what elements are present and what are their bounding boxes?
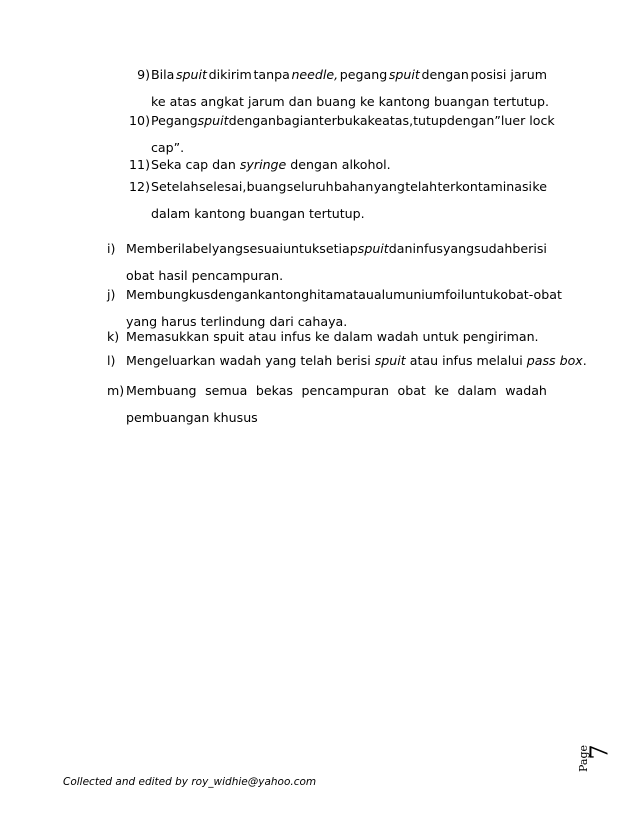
list-item-line: [126, 281, 562, 308]
word: dikirim: [208, 67, 252, 82]
word: bagian: [276, 113, 319, 128]
word: ke: [532, 179, 547, 194]
word: infus: [412, 241, 443, 256]
list-marker: l): [107, 353, 116, 368]
word: tanpa: [253, 67, 290, 82]
word: yang: [442, 241, 475, 256]
word: spuit: [357, 241, 389, 256]
word: telah: [405, 179, 438, 194]
word: semua: [205, 383, 248, 398]
text-run: pass box: [526, 353, 583, 368]
word: dengan: [446, 113, 495, 128]
word: obat-obat: [500, 287, 562, 302]
word: dengan: [228, 113, 276, 128]
list-item-line: cap”.: [151, 140, 185, 155]
word: spuit: [197, 113, 229, 128]
word: selesai,: [198, 179, 247, 194]
text-run: Mengeluarkan wadah yang telah berisi: [126, 353, 375, 368]
list-item-line: [151, 173, 547, 200]
word: pencampuran: [301, 383, 389, 398]
list-marker: m): [107, 383, 125, 398]
word: dengan: [210, 287, 258, 302]
word: untuk: [283, 241, 320, 256]
word: foil: [445, 287, 465, 302]
list-marker: k): [107, 329, 120, 344]
word: bahan: [333, 179, 374, 194]
word: tutup: [413, 113, 447, 128]
text-run: dengan alkohol.: [286, 157, 391, 172]
word: atas,: [382, 113, 414, 128]
word: wadah: [505, 383, 547, 398]
word: yang: [373, 179, 405, 194]
list-item-line: dalam kantong buangan tertutup.: [151, 206, 365, 221]
word: Memberi: [126, 241, 182, 256]
word: atau: [345, 287, 374, 302]
word: dan: [388, 241, 413, 256]
list-marker: 12): [129, 179, 150, 194]
word: kantong: [257, 287, 310, 302]
page-number-value: 7: [585, 744, 614, 760]
list-item-line: yang harus terlindung dari cahaya.: [126, 314, 348, 329]
word: Membuang: [126, 383, 197, 398]
list-marker: i): [107, 241, 116, 256]
word: spuit: [175, 67, 207, 82]
list-marker: 11): [129, 157, 150, 172]
word: Pegang: [151, 113, 198, 128]
word: label: [181, 241, 212, 256]
text-run: spuit: [374, 353, 406, 368]
list-item-line: [151, 61, 547, 88]
word: hitam: [309, 287, 346, 302]
word: pegang: [339, 67, 388, 82]
text-run: Seka cap dan: [151, 157, 240, 172]
list-item-line: [126, 377, 547, 404]
list-item-line: obat hasil pencampuran.: [126, 268, 284, 283]
word: ke: [367, 113, 383, 128]
page-number: [578, 742, 618, 782]
list-item-line: [151, 107, 555, 134]
word: seluruh: [286, 179, 334, 194]
word: Bila: [151, 67, 175, 82]
list-marker: 10): [129, 113, 150, 128]
text-run: atau infus melalui: [405, 353, 527, 368]
word: berisi: [512, 241, 547, 256]
word: spuit: [388, 67, 420, 82]
word: sesuai: [242, 241, 284, 256]
word: terbuka: [318, 113, 368, 128]
list-item-line: [126, 347, 587, 374]
list-item-line: Memasukkan spuit atau infus ke dalam wadah untuk pengiriman.: [126, 329, 539, 344]
word: yang: [211, 241, 243, 256]
list-item-line: [126, 235, 547, 262]
word: dalam: [457, 383, 497, 398]
word: obat: [397, 383, 426, 398]
text-run: syringe: [239, 157, 287, 172]
word: posisi jarum: [470, 67, 547, 82]
word: bekas: [255, 383, 293, 398]
word: alumunium: [373, 287, 446, 302]
page-word: Page: [577, 744, 591, 773]
text-run: .: [582, 353, 587, 368]
word: dengan: [421, 67, 469, 82]
word: terkontaminasi: [437, 179, 533, 194]
word: setiap: [319, 241, 358, 256]
list-marker: 9): [137, 67, 150, 82]
list-item-line: pembuangan khusus: [126, 410, 258, 425]
word: untuk: [464, 287, 501, 302]
footer-credit: Collected and edited by roy_widhie@yahoo.com: [63, 776, 317, 788]
word: buang: [246, 179, 287, 194]
list-item-line: ke atas angkat jarum dan buang ke kantong buangan tertutup.: [151, 94, 550, 109]
word: Membungkus: [126, 287, 211, 302]
word: ke: [434, 383, 449, 398]
word: sudah: [474, 241, 513, 256]
word: Setelah: [151, 179, 199, 194]
word: ”luer lock: [494, 113, 555, 128]
list-marker: j): [107, 287, 116, 302]
word: needle,: [291, 67, 339, 82]
